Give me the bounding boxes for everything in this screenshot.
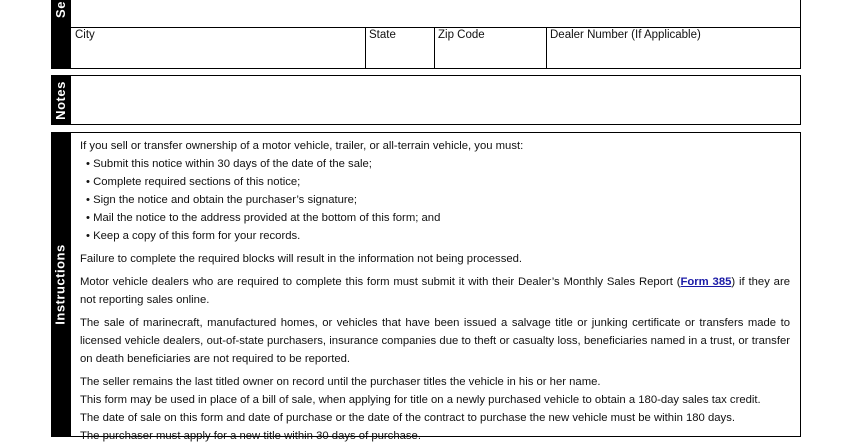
closing-line: This form may be used in place of a bill of sale, when applying for title on a newly purchased vehicle to obtain a 180-day sales tax credit. [80,394,761,406]
closing-line: The seller remains the last titled owner on record until the purchaser titles the vehicle in his or her name. [80,376,601,388]
seller-section-sidebar [51,0,70,69]
form-385-link[interactable]: Form 385 [680,276,732,288]
state-field-label: State [369,29,396,41]
dealer-note [80,273,790,309]
instructions-text [80,137,790,445]
failure-note: Failure to complete the required blocks will result in the information not being processed. [80,253,523,265]
bullet-item: • Mail the notice to the address provided at the bottom of this form; and [80,209,790,227]
notes-section-sidebar [51,75,70,125]
notes-section-label: Notes [53,80,68,120]
dealer-divider [546,27,547,69]
notes-field[interactable] [70,75,801,125]
zip-field-label: Zip Code [438,29,485,41]
instructions-bullet-list [80,155,790,245]
marine-note: The sale of marinecraft, manufactured homes, or vehicles that have been issued a salvage title or junking certificate or transfers made to licensed vehicle dealers, out-of-state purchasers, insurance companies due to theft or casualty loss, beneficiaries named in a trust, or transfer on death beneficiaries are not required to be reported. [80,317,790,365]
seller-section-label: Se [53,1,68,18]
bullet-item: • Sign the notice and obtain the purchaser’s signature; [80,191,790,209]
dealer-note-text-after: ) if they are not reporting sales online. [80,276,790,306]
bullet-item: • Submit this notice within 30 days of the date of the sale; [80,155,790,173]
state-divider [365,27,366,69]
instructions-section-label: Instructions [53,244,68,325]
closing-line: The purchaser must apply for a new title within 30 days of purchase. [80,430,421,442]
dealer-note-text-before: Motor vehicle dealers who are required to complete this form must submit it with their Dealer’s Monthly Sales Report ( [80,276,681,288]
city-field-label: City [75,29,95,41]
seller-top-field-box[interactable] [70,0,801,28]
bullet-item: • Complete required sections of this notice; [80,173,790,191]
zip-divider [434,27,435,69]
bullet-item: • Keep a copy of this form for your records. [80,227,790,245]
dealer-number-field-label: Dealer Number (If Applicable) [550,29,701,41]
closing-line: The date of sale on this form and date of purchase or the date of the contract to purchase the new vehicle must be within 180 days. [80,412,735,424]
instructions-section-sidebar [51,132,70,437]
instructions-intro: If you sell or transfer ownership of a motor vehicle, trailer, or all-terrain vehicle, you must: [80,140,524,152]
